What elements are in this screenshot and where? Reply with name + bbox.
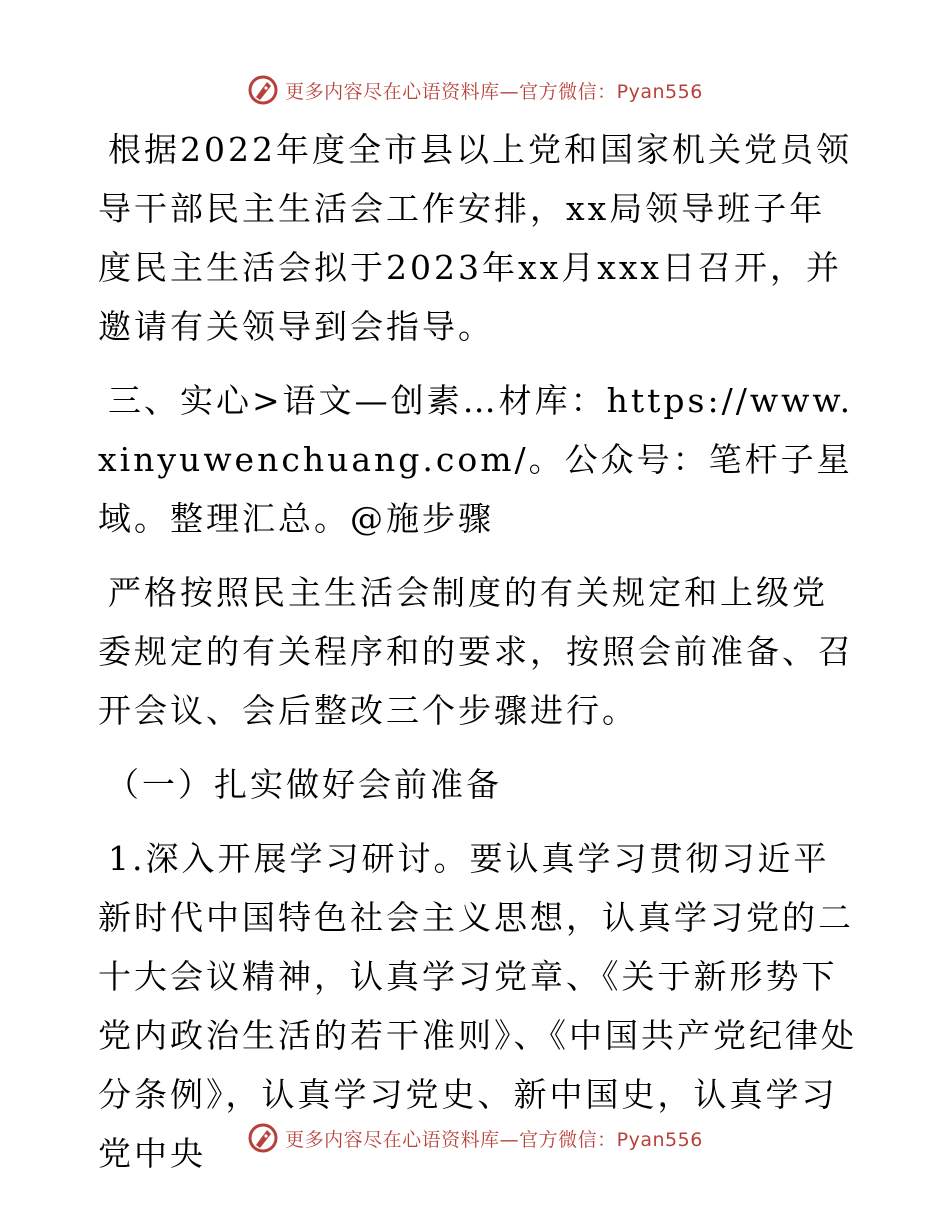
header-watermark-banner xyxy=(0,70,950,110)
footer-watermark-text: 更多内容尽在心语资料库—官方微信：Pyan556 xyxy=(285,1128,703,1151)
header-watermark-text: 更多内容尽在心语资料库—官方微信：Pyan556 xyxy=(285,80,703,103)
subheading-preparation: （一）扎实做好会前准备 xyxy=(106,765,502,804)
pen-nib-circle-icon xyxy=(247,74,279,106)
footer-watermark-banner xyxy=(0,1118,950,1158)
document-body xyxy=(98,120,858,1183)
paragraph-procedure-requirements: 严格按照民主生活会制度的有关规定和上级党委规定的有关程序和的要求，按照会前准备、召开会议、会后整改三个步骤进行。 xyxy=(98,573,854,730)
paragraph-meeting-arrangement: 根据2022年度全市县以上党和国家机关党员领导干部民主生活会工作安排，xx局领导班子年度民主生活会拟于2023年xx月xxx日召开，并邀请有关领导到会指导。 xyxy=(98,130,852,346)
paragraph-study-discussion: 1.深入开展学习研讨。要认真学习贯彻习近平新时代中国特色社会主义思想，认真学习党的二十大会议精神，认真学习党章、《关于新形势下党内政治生活的若干准则》、《中国共产党纪律处分条例》，认真学习党史、新中国史，认真学习党中央 xyxy=(98,839,857,1173)
paragraph-section-three-steps: 三、实心>语文—创素…材库：https://www.xinyuwenchuang.com/。公众号：笔杆子星域。整理汇总。@施步骤 xyxy=(98,381,854,538)
pen-nib-circle-icon xyxy=(247,1122,279,1154)
